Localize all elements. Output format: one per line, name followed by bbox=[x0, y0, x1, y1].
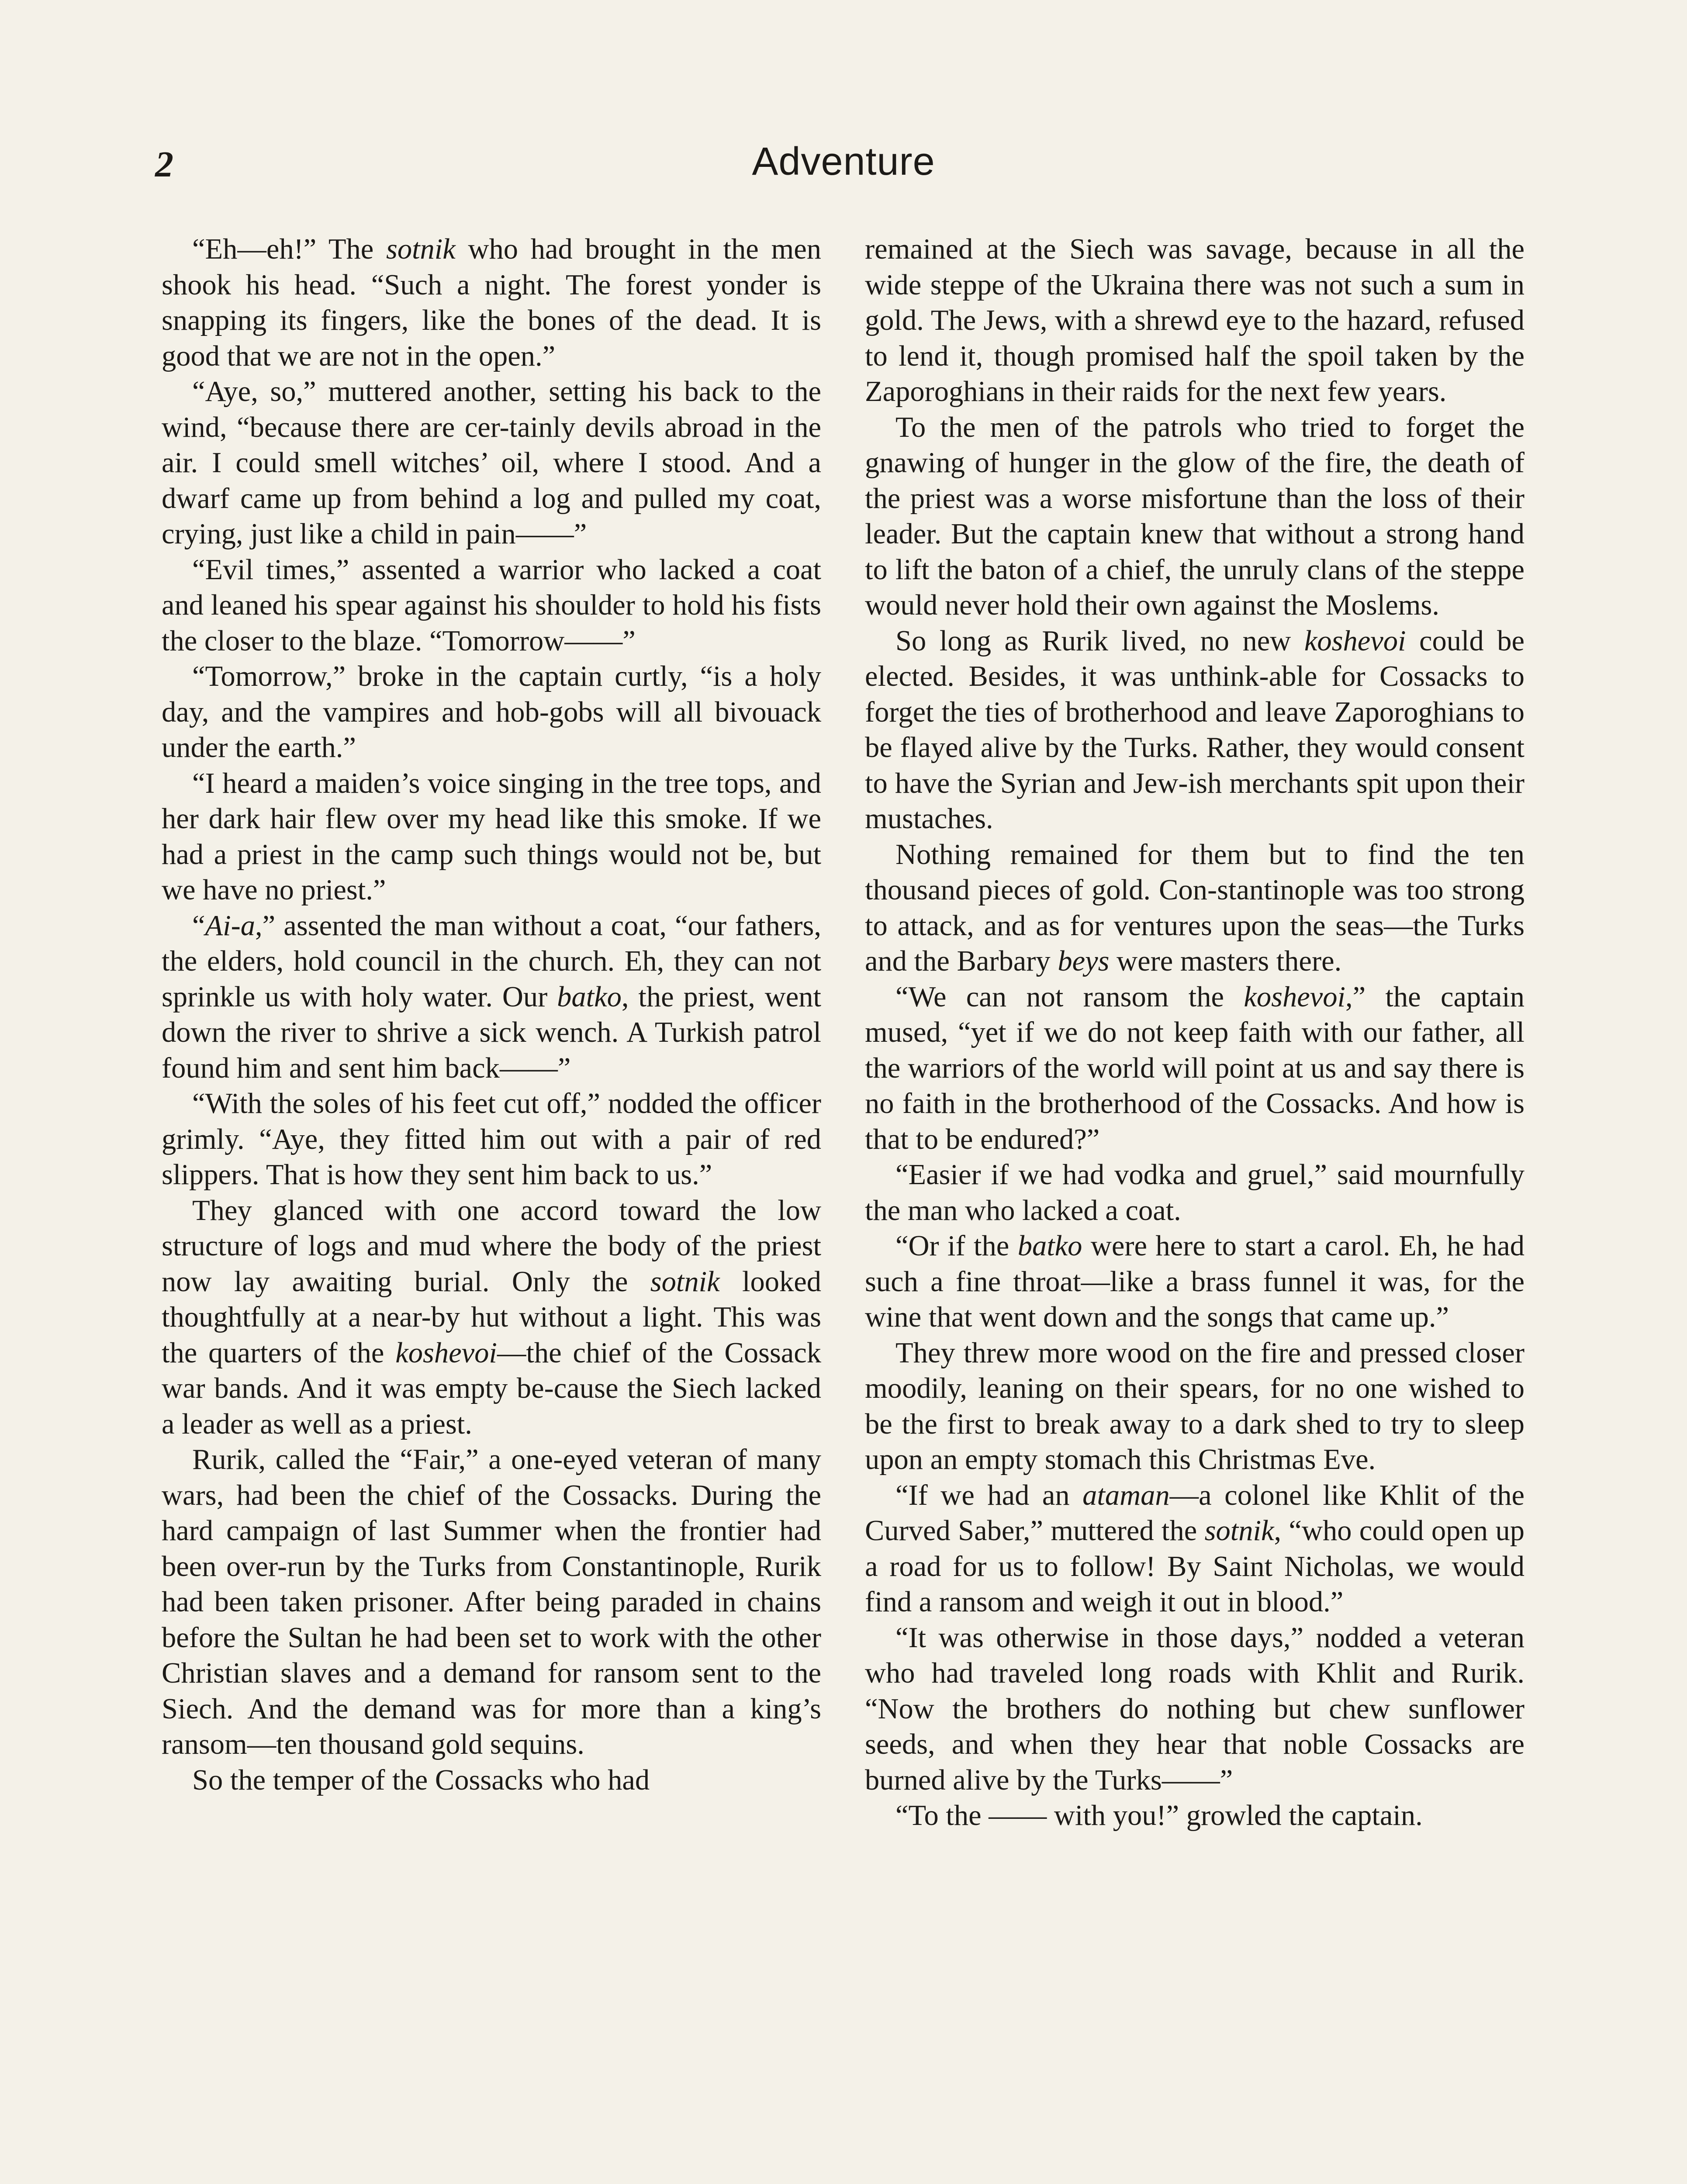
paragraph: Rurik, called the “Fair,” a one-eyed veteran of many wars, had been the chief of the Cossacks. During the hard campaign of last Summer when the frontier had been over-run by the Turks from Constantinople, Rurik had been taken prisoner. After being paraded in chains before the Sultan he had been set to work with the other Christian slaves and a demand for ransom sent to the Siech. And the demand was for more than a king’s ransom—ten thousand gold sequins. bbox=[162, 1444, 821, 1760]
paragraph: So long as Rurik lived, no new koshevoi could be elected. Besides, it was unthink-able for Cossacks to forget the ties of brotherhood and leave Zaporoghians to be flayed alive by the Turks. Rather, they would consent to have the Syrian and Jew-ish merchants spit upon their mustaches. bbox=[865, 625, 1525, 835]
paragraph: Nothing remained for them but to find the ten thousand pieces of gold. Con-stantinople was too strong to attack, and as for ventures upon the seas—the Turks and the Barbary beys were masters there. bbox=[865, 838, 1525, 977]
paragraph: “To the —— with you!” growled the captain. bbox=[895, 1800, 1423, 1832]
paragraph: “Or if the batko were here to start a carol. Eh, he had such a fine throat—like a brass funnel it was, for the wine that went down and the songs that came up.” bbox=[865, 1230, 1525, 1333]
left-column bbox=[162, 232, 821, 1798]
running-head-title: Adventure bbox=[752, 140, 935, 183]
paragraph: “We can not ransom the koshevoi,” the captain mused, “yet if we do not keep faith with our father, all the warriors of the world will point at us and say there is no faith in the brotherhood of the Cossacks. And how is that to be endured?” bbox=[865, 981, 1525, 1155]
paragraph: They threw more wood on the fire and pressed closer moodily, leaning on their spears, for no one wished to be the first to break away to a dark shed to try to sleep upon an empty stomach this Christmas Eve. bbox=[865, 1337, 1525, 1476]
page-number: 2 bbox=[155, 144, 173, 185]
paragraph: “Eh—eh!” The sotnik who had brought in the men shook his head. “Such a night. The forest yonder is snapping its fingers, like the bones of the dead. It is good that we are not in the open.” bbox=[162, 233, 822, 372]
paragraph: To the men of the patrols who tried to forget the gnawing of hunger in the glow of the fire, the death of the priest was a worse misfortune than the loss of their leader. But the captain knew that without a strong hand to lift the baton of a chief, the unruly clans of the steppe would never hold their own against the Moslems. bbox=[865, 411, 1525, 621]
paragraph: remained at the Siech was savage, because in all the wide steppe of the Ukraina there was not such a sum in gold. The Jews, with a shrewd eye to the hazard, refused to lend it, though promised half the spoil taken by the Zaporoghians in their raids for the next few years. bbox=[865, 233, 1525, 408]
paragraph: “Aye, so,” muttered another, setting his back to the wind, “because there are cer-tainly devils abroad in the air. I could smell witches’ oil, where I stood. And a dwarf came up from behind a log and pulled my coat, crying, just like a child in pain——” bbox=[162, 376, 821, 550]
paragraph: “With the soles of his feet cut off,” nodded the officer grimly. “Aye, they fitted him out with a pair of red slippers. That is how they sent him back to us.” bbox=[162, 1088, 821, 1191]
paragraph: “Easier if we had vodka and gruel,” said mournfully the man who lacked a coat. bbox=[865, 1159, 1525, 1227]
paragraph: “I heard a maiden’s voice singing in the tree tops, and her dark hair flew over my head like this smoke. If we had a priest in the camp such things would not be, but we have no priest.” bbox=[162, 767, 821, 906]
paragraph: “Tomorrow,” broke in the captain curtly, “is a holy day, and the vampires and hob-gobs will all bivouack under the earth.” bbox=[162, 660, 821, 764]
paragraph: “If we had an ataman—a colonel like Khlit of the Curved Saber,” muttered the sotnik, “who could open up a road for us to follow! By Saint Nicholas, we would find a ransom and weigh it out in blood.” bbox=[865, 1479, 1525, 1618]
paragraph: “It was otherwise in those days,” nodded a veteran who had traveled long roads with Khlit and Rurik. “Now the brothers do nothing but chew sunflower seeds, and when they hear that noble Cossacks are burned alive by the Turks——” bbox=[865, 1621, 1525, 1796]
paragraph: “Evil times,” assented a warrior who lacked a coat and leaned his spear against his shoulder to hold his fists the closer to the blaze. “Tomorrow——” bbox=[162, 553, 821, 657]
paragraph: “Ai-a,” assented the man without a coat, “our fathers, the elders, hold council in the church. Eh, they can not sprinkle us with holy water. Our batko, the priest, went down the river to shrive a sick wench. A Turkish patrol found him and sent him back——” bbox=[162, 909, 821, 1084]
right-column bbox=[865, 232, 1525, 1834]
paragraph: They glanced with one accord toward the low structure of logs and mud where the body of the priest now lay awaiting burial. Only the sotnik looked thoughtfully at a near-by hut without a light. This was the quarters of the koshevoi—the chief of the Cossack war bands. And it was empty be-cause the Siech lacked a leader as well as a priest. bbox=[162, 1194, 821, 1440]
paragraph: So the temper of the Cossacks who had bbox=[192, 1764, 650, 1796]
